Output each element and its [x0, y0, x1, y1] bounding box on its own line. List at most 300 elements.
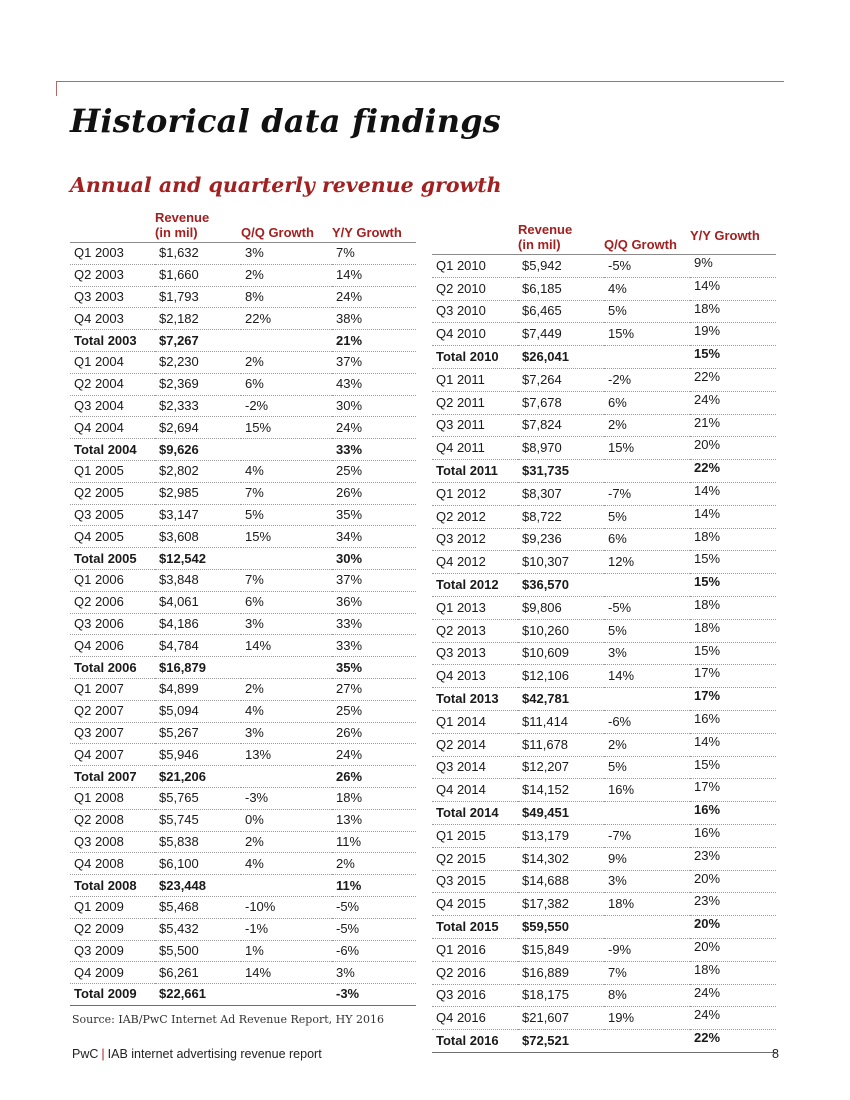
table-row: [70, 373, 416, 395]
cell-revenue: $4,061: [155, 591, 241, 613]
cell-revenue: $2,230: [155, 351, 241, 373]
table-row: [70, 635, 416, 657]
cell-qq-growth: 4%: [241, 460, 332, 482]
cell-yy-growth: 22%: [690, 368, 776, 391]
cell-period: Q1 2007: [70, 678, 155, 700]
cell-revenue: $2,985: [155, 482, 241, 504]
cell-yy-growth: -6%: [332, 940, 416, 962]
cell-period: Q2 2007: [70, 700, 155, 722]
cell-revenue: $12,106: [518, 665, 604, 688]
cell-yy-growth: 3%: [332, 962, 416, 984]
cell-yy-growth: 25%: [332, 700, 416, 722]
table-row: [432, 323, 776, 346]
cell-yy-growth: 15%: [690, 551, 776, 574]
cell-period: Q2 2003: [70, 264, 155, 286]
cell-qq-growth: 2%: [604, 414, 690, 437]
cell-yy-growth: 11%: [332, 831, 416, 853]
cell-revenue: $1,632: [155, 243, 241, 265]
cell-qq-growth: 3%: [241, 722, 332, 744]
cell-qq-growth: 2%: [604, 733, 690, 756]
header-rule-tick: [56, 81, 57, 96]
cell-qq-growth: 7%: [241, 569, 332, 591]
cell-period: Q1 2015: [432, 824, 518, 847]
cell-yy-growth: 30%: [332, 395, 416, 417]
cell-revenue: $16,889: [518, 961, 604, 984]
table-row: [432, 574, 776, 597]
page-number: 8: [772, 1047, 779, 1061]
cell-period: Q4 2005: [70, 526, 155, 548]
cell-qq-growth: -5%: [604, 255, 690, 278]
table-row: [70, 591, 416, 613]
table-row: [432, 551, 776, 574]
cell-period: Q4 2006: [70, 635, 155, 657]
table-row: [70, 548, 416, 570]
table-row: [432, 642, 776, 665]
cell-qq-growth: 7%: [241, 482, 332, 504]
cell-revenue: $59,550: [518, 916, 604, 939]
cell-revenue: $23,448: [155, 875, 241, 897]
cell-revenue: $6,261: [155, 962, 241, 984]
cell-yy-growth: 18%: [690, 596, 776, 619]
cell-revenue: $7,267: [155, 330, 241, 352]
table-row: [432, 414, 776, 437]
cell-qq-growth: -10%: [241, 896, 332, 918]
cell-yy-growth: 16%: [690, 710, 776, 733]
cell-qq-growth: 5%: [604, 505, 690, 528]
table-row: [432, 733, 776, 756]
cell-revenue: $4,784: [155, 635, 241, 657]
cell-period: Q3 2012: [432, 528, 518, 551]
page-title: Historical data findings: [70, 102, 502, 140]
cell-revenue: $10,609: [518, 642, 604, 665]
cell-yy-growth: 24%: [332, 286, 416, 308]
cell-revenue: $9,236: [518, 528, 604, 551]
cell-period: Q4 2015: [432, 893, 518, 916]
header-revenue: Revenue (in mil): [155, 206, 241, 243]
footer-separator: |: [101, 1047, 105, 1061]
table-row: [432, 619, 776, 642]
cell-qq-growth: 4%: [604, 277, 690, 300]
table-row: [432, 688, 776, 711]
cell-period: Q1 2011: [432, 368, 518, 391]
table-row: [70, 766, 416, 788]
cell-yy-growth: 43%: [332, 373, 416, 395]
table-row: [432, 847, 776, 870]
cell-qq-growth: 5%: [604, 756, 690, 779]
table-body: [432, 255, 776, 1053]
cell-period: Q1 2006: [70, 569, 155, 591]
cell-qq-growth: [604, 802, 690, 825]
cell-yy-growth: 13%: [332, 809, 416, 831]
cell-yy-growth: 14%: [690, 733, 776, 756]
table-row: [432, 277, 776, 300]
table-row: [70, 613, 416, 635]
cell-qq-growth: [241, 439, 332, 461]
table-row: [70, 569, 416, 591]
cell-yy-growth: 26%: [332, 482, 416, 504]
table-row: [432, 391, 776, 414]
cell-qq-growth: -3%: [241, 787, 332, 809]
cell-revenue: $11,678: [518, 733, 604, 756]
cell-qq-growth: 1%: [241, 940, 332, 962]
cell-period: Q4 2004: [70, 417, 155, 439]
cell-qq-growth: -2%: [241, 395, 332, 417]
cell-period: Q1 2010: [432, 255, 518, 278]
cell-revenue: $13,179: [518, 824, 604, 847]
table-row: [70, 722, 416, 744]
cell-yy-growth: 14%: [690, 277, 776, 300]
cell-qq-growth: [604, 460, 690, 483]
cell-yy-growth: 15%: [690, 574, 776, 597]
cell-period: Q1 2012: [432, 482, 518, 505]
cell-revenue: $6,100: [155, 853, 241, 875]
cell-period: Q3 2007: [70, 722, 155, 744]
cell-period: Q1 2016: [432, 938, 518, 961]
cell-revenue: $5,765: [155, 787, 241, 809]
table-row: [70, 984, 416, 1006]
cell-revenue: $5,942: [518, 255, 604, 278]
cell-period: Q1 2003: [70, 243, 155, 265]
cell-revenue: $5,094: [155, 700, 241, 722]
cell-period: Q3 2009: [70, 940, 155, 962]
cell-qq-growth: 15%: [604, 437, 690, 460]
table-row: [432, 665, 776, 688]
cell-qq-growth: 2%: [241, 264, 332, 286]
cell-yy-growth: 14%: [690, 482, 776, 505]
cell-revenue: $14,152: [518, 779, 604, 802]
cell-qq-growth: [604, 574, 690, 597]
cell-qq-growth: [241, 330, 332, 352]
cell-qq-growth: 5%: [241, 504, 332, 526]
cell-period: Q4 2008: [70, 853, 155, 875]
cell-yy-growth: 24%: [332, 417, 416, 439]
cell-qq-growth: -7%: [604, 824, 690, 847]
cell-yy-growth: 16%: [690, 802, 776, 825]
table-row: [70, 875, 416, 897]
cell-yy-growth: 26%: [332, 722, 416, 744]
cell-yy-growth: 26%: [332, 766, 416, 788]
cell-period: Q3 2015: [432, 870, 518, 893]
cell-revenue: $7,678: [518, 391, 604, 414]
cell-period: Q2 2015: [432, 847, 518, 870]
table-row: [70, 809, 416, 831]
cell-revenue: $2,182: [155, 308, 241, 330]
cell-revenue: $14,688: [518, 870, 604, 893]
cell-revenue: $5,468: [155, 896, 241, 918]
cell-qq-growth: 12%: [604, 551, 690, 574]
cell-yy-growth: 22%: [690, 460, 776, 483]
cell-revenue: $11,414: [518, 710, 604, 733]
table-row: [70, 504, 416, 526]
cell-yy-growth: 20%: [690, 870, 776, 893]
cell-qq-growth: [241, 657, 332, 679]
cell-period: Q2 2012: [432, 505, 518, 528]
cell-period: Total 2015: [432, 916, 518, 939]
cell-yy-growth: 25%: [332, 460, 416, 482]
cell-period: Q2 2008: [70, 809, 155, 831]
table-row: [70, 264, 416, 286]
table-row: [432, 346, 776, 369]
cell-yy-growth: 23%: [690, 893, 776, 916]
table-row: [432, 961, 776, 984]
cell-qq-growth: 9%: [604, 847, 690, 870]
table-row: [432, 596, 776, 619]
cell-yy-growth: 2%: [332, 853, 416, 875]
cell-revenue: $36,570: [518, 574, 604, 597]
table-row: [432, 756, 776, 779]
cell-yy-growth: 37%: [332, 351, 416, 373]
cell-revenue: $21,206: [155, 766, 241, 788]
header-qq-growth: Q/Q Growth: [604, 206, 690, 255]
cell-period: Total 2016: [432, 1030, 518, 1053]
cell-revenue: $10,307: [518, 551, 604, 574]
cell-period: Q4 2013: [432, 665, 518, 688]
table-row: [70, 439, 416, 461]
table-row: [70, 787, 416, 809]
cell-qq-growth: -1%: [241, 918, 332, 940]
table-row: [432, 460, 776, 483]
cell-yy-growth: 7%: [332, 243, 416, 265]
cell-period: Q1 2008: [70, 787, 155, 809]
cell-yy-growth: 22%: [690, 1030, 776, 1053]
cell-qq-growth: [241, 548, 332, 570]
cell-yy-growth: 24%: [690, 984, 776, 1007]
table-header-row: [432, 206, 776, 255]
table-row: [70, 417, 416, 439]
cell-yy-growth: 20%: [690, 437, 776, 460]
cell-qq-growth: 2%: [241, 831, 332, 853]
table-row: [432, 1030, 776, 1053]
cell-yy-growth: 21%: [332, 330, 416, 352]
cell-yy-growth: 16%: [690, 824, 776, 847]
cell-qq-growth: -6%: [604, 710, 690, 733]
cell-yy-growth: 17%: [690, 779, 776, 802]
cell-revenue: $4,899: [155, 678, 241, 700]
cell-period: Q1 2014: [432, 710, 518, 733]
cell-yy-growth: 18%: [332, 787, 416, 809]
cell-yy-growth: 17%: [690, 665, 776, 688]
cell-qq-growth: 14%: [241, 635, 332, 657]
cell-period: Q2 2006: [70, 591, 155, 613]
cell-revenue: $72,521: [518, 1030, 604, 1053]
table-row: [70, 526, 416, 548]
cell-period: Q4 2016: [432, 1007, 518, 1030]
cell-revenue: $5,946: [155, 744, 241, 766]
cell-revenue: $1,660: [155, 264, 241, 286]
cell-period: Q3 2010: [432, 300, 518, 323]
header-qq-growth: Q/Q Growth: [241, 206, 332, 243]
cell-revenue: $49,451: [518, 802, 604, 825]
cell-qq-growth: 4%: [241, 853, 332, 875]
cell-yy-growth: 35%: [332, 504, 416, 526]
table-row: [432, 1007, 776, 1030]
cell-qq-growth: -9%: [604, 938, 690, 961]
cell-revenue: $2,694: [155, 417, 241, 439]
cell-revenue: $5,838: [155, 831, 241, 853]
cell-revenue: $5,500: [155, 940, 241, 962]
cell-revenue: $12,207: [518, 756, 604, 779]
cell-yy-growth: 33%: [332, 439, 416, 461]
cell-revenue: $8,722: [518, 505, 604, 528]
table-row: [70, 286, 416, 308]
source-note: Source: IAB/PwC Internet Ad Revenue Report, HY 2016: [72, 1013, 384, 1026]
table-row: [70, 678, 416, 700]
table-row: [70, 918, 416, 940]
cell-yy-growth: 18%: [690, 528, 776, 551]
table-row: [432, 300, 776, 323]
cell-revenue: $8,970: [518, 437, 604, 460]
cell-revenue: $2,369: [155, 373, 241, 395]
table-row: [70, 744, 416, 766]
cell-revenue: $42,781: [518, 688, 604, 711]
table-row: [432, 710, 776, 733]
cell-yy-growth: 33%: [332, 613, 416, 635]
cell-revenue: $22,661: [155, 984, 241, 1006]
cell-qq-growth: [241, 984, 332, 1006]
cell-revenue: $7,449: [518, 323, 604, 346]
table-row: [70, 940, 416, 962]
cell-period: Q3 2004: [70, 395, 155, 417]
cell-revenue: $6,465: [518, 300, 604, 323]
table-row: [432, 255, 776, 278]
cell-revenue: $5,267: [155, 722, 241, 744]
cell-period: Q4 2012: [432, 551, 518, 574]
cell-qq-growth: 8%: [241, 286, 332, 308]
cell-qq-growth: 5%: [604, 619, 690, 642]
cell-revenue: $18,175: [518, 984, 604, 1007]
cell-qq-growth: 22%: [241, 308, 332, 330]
cell-qq-growth: 3%: [241, 613, 332, 635]
cell-revenue: $16,879: [155, 657, 241, 679]
cell-yy-growth: 24%: [332, 744, 416, 766]
cell-revenue: $12,542: [155, 548, 241, 570]
table-row: [70, 896, 416, 918]
cell-period: Total 2008: [70, 875, 155, 897]
cell-qq-growth: -5%: [604, 596, 690, 619]
cell-period: Q3 2016: [432, 984, 518, 1007]
cell-yy-growth: 9%: [690, 255, 776, 278]
cell-revenue: $3,848: [155, 569, 241, 591]
cell-qq-growth: [241, 766, 332, 788]
cell-period: Total 2014: [432, 802, 518, 825]
cell-period: Total 2010: [432, 346, 518, 369]
cell-period: Q3 2008: [70, 831, 155, 853]
cell-yy-growth: 23%: [690, 847, 776, 870]
cell-yy-growth: 18%: [690, 961, 776, 984]
cell-revenue: $7,264: [518, 368, 604, 391]
table-row: [70, 460, 416, 482]
table-row: [70, 853, 416, 875]
cell-revenue: $21,607: [518, 1007, 604, 1030]
cell-qq-growth: 6%: [604, 391, 690, 414]
cell-period: Q4 2014: [432, 779, 518, 802]
cell-yy-growth: 21%: [690, 414, 776, 437]
revenue-table-2010-2016: [432, 206, 776, 1053]
cell-revenue: $26,041: [518, 346, 604, 369]
cell-qq-growth: [604, 346, 690, 369]
cell-yy-growth: 17%: [690, 688, 776, 711]
table-row: [432, 779, 776, 802]
cell-yy-growth: 14%: [332, 264, 416, 286]
cell-yy-growth: 11%: [332, 875, 416, 897]
cell-qq-growth: 16%: [604, 779, 690, 802]
cell-period: Q4 2003: [70, 308, 155, 330]
table-row: [432, 505, 776, 528]
cell-qq-growth: 8%: [604, 984, 690, 1007]
cell-qq-growth: -2%: [604, 368, 690, 391]
footer-report-name: IAB internet advertising revenue report: [107, 1047, 322, 1061]
table-row: [432, 870, 776, 893]
cell-qq-growth: 6%: [604, 528, 690, 551]
cell-period: Total 2011: [432, 460, 518, 483]
cell-yy-growth: -5%: [332, 918, 416, 940]
cell-period: Q3 2005: [70, 504, 155, 526]
table-row: [70, 351, 416, 373]
table-row: [432, 802, 776, 825]
cell-revenue: $5,745: [155, 809, 241, 831]
cell-yy-growth: 14%: [690, 505, 776, 528]
cell-yy-growth: 20%: [690, 938, 776, 961]
header-revenue: Revenue (in mil): [518, 206, 604, 255]
cell-revenue: $1,793: [155, 286, 241, 308]
cell-yy-growth: -3%: [332, 984, 416, 1006]
cell-yy-growth: 24%: [690, 1007, 776, 1030]
table-body: [70, 243, 416, 1006]
cell-qq-growth: 14%: [604, 665, 690, 688]
cell-qq-growth: 2%: [241, 351, 332, 373]
table-row: [432, 368, 776, 391]
cell-qq-growth: 6%: [241, 373, 332, 395]
cell-yy-growth: 19%: [690, 323, 776, 346]
cell-revenue: $2,802: [155, 460, 241, 482]
cell-qq-growth: [241, 875, 332, 897]
cell-qq-growth: 3%: [604, 642, 690, 665]
cell-period: Q1 2013: [432, 596, 518, 619]
cell-period: Q3 2014: [432, 756, 518, 779]
cell-yy-growth: 15%: [690, 346, 776, 369]
cell-qq-growth: 15%: [241, 526, 332, 548]
cell-period: Q3 2011: [432, 414, 518, 437]
cell-qq-growth: 3%: [241, 243, 332, 265]
cell-period: Total 2009: [70, 984, 155, 1006]
cell-period: Q1 2009: [70, 896, 155, 918]
cell-period: Total 2005: [70, 548, 155, 570]
cell-qq-growth: 7%: [604, 961, 690, 984]
revenue-table-2003-2009: [70, 206, 416, 1006]
table-row: [70, 330, 416, 352]
cell-period: Q4 2011: [432, 437, 518, 460]
table-row: [70, 700, 416, 722]
cell-period: Total 2003: [70, 330, 155, 352]
header-yy-growth: Y/Y Growth: [690, 206, 776, 255]
cell-revenue: $3,147: [155, 504, 241, 526]
table-row: [432, 528, 776, 551]
cell-qq-growth: 15%: [604, 323, 690, 346]
cell-period: Q2 2005: [70, 482, 155, 504]
header-rule: [56, 81, 784, 82]
cell-period: Q4 2010: [432, 323, 518, 346]
cell-qq-growth: [604, 916, 690, 939]
table-row: [432, 938, 776, 961]
cell-period: Total 2012: [432, 574, 518, 597]
cell-yy-growth: 24%: [690, 391, 776, 414]
table-row: [70, 395, 416, 417]
cell-revenue: $3,608: [155, 526, 241, 548]
cell-yy-growth: -5%: [332, 896, 416, 918]
cell-qq-growth: 4%: [241, 700, 332, 722]
cell-qq-growth: 19%: [604, 1007, 690, 1030]
cell-qq-growth: 14%: [241, 962, 332, 984]
